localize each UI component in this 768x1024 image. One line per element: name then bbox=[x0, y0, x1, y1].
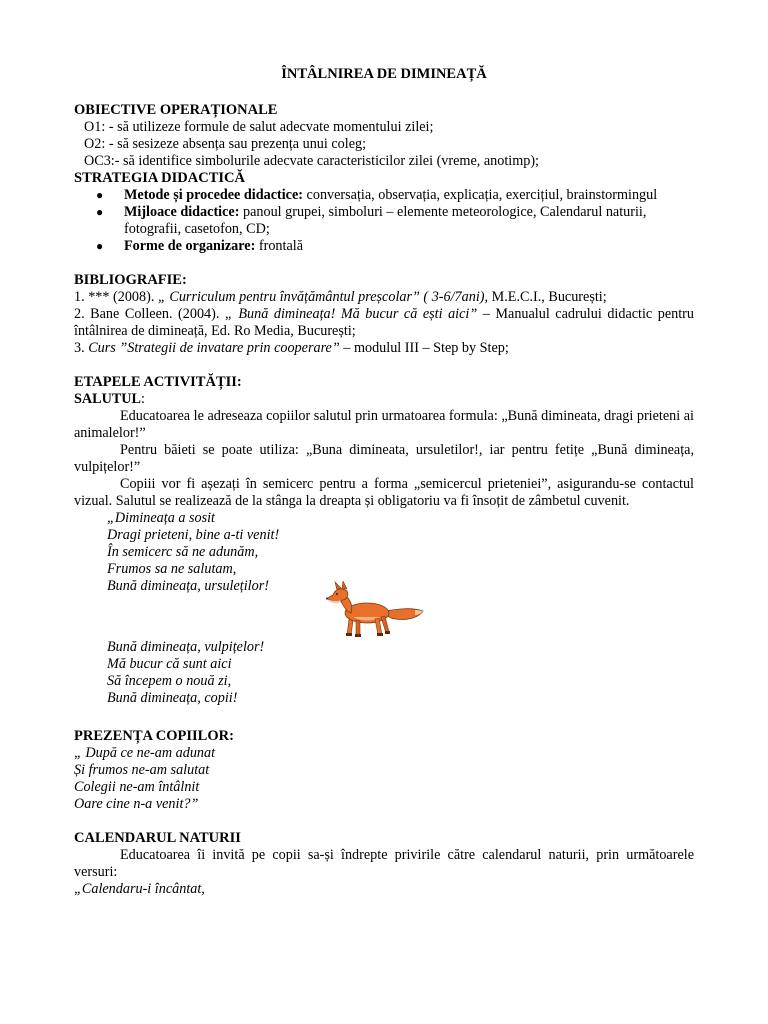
bullet-icon: ● bbox=[96, 188, 104, 202]
fox-container bbox=[107, 595, 694, 639]
strategy-item: ● Metode și procedee didactice: conversația, observația, explicația, exercițiul, brainstormingul bbox=[96, 187, 658, 203]
greeting-paragraph: Educatoarea le adreseaza copiilor salutul prin urmatoarea formula: „Bună dimineata, dragi prieteni ai animalelor!” bbox=[74, 408, 694, 441]
poem-line: Frumos sa ne salutam, bbox=[107, 561, 237, 577]
bibliography-item: 1. *** (2008). „ Curriculum pentru învățământul preșcolar” ( 3-6/7ani), M.E.C.I., București; bbox=[74, 289, 607, 305]
document-body bbox=[74, 66, 694, 898]
poem-line: Oare cine n-a venit?” bbox=[74, 796, 199, 812]
objectives-heading: OBIECTIVE OPERAȚIONALE bbox=[74, 102, 278, 118]
objective-item: OC3:- să identifice simbolurile adecvate caracteristicilor zilei (vreme, anotimp); bbox=[84, 153, 539, 169]
poem-line: În semicerc să ne adunăm, bbox=[107, 544, 259, 560]
stages-heading: ETAPELE ACTIVITĂȚII: bbox=[74, 374, 242, 390]
greeting-poem bbox=[107, 510, 694, 707]
bibliography-item: 2. Bane Colleen. (2004). „ Bună dimineața! Mă bucur că ești aici” – Manualul cadrului didactic pentru întâlnirea de dimineață, Ed. Ro Media, București; bbox=[74, 306, 694, 339]
greeting-paragraph: Pentru băieti se poate utiliza: „Buna dimineata, ursuletilor!, iar pentru fetițe „Bună dimineața, vulpițelor!” bbox=[74, 442, 694, 475]
page-title: ÎNTÂLNIREA DE DIMINEAȚĂ bbox=[281, 66, 487, 82]
calendar-paragraph: Educatoarea îi invită pe copii sa-și îndrepte privirile către calendarul naturii, prin următoarele versuri: bbox=[74, 847, 694, 880]
greeting-paragraph: Copiii vor fi așezați în semicerc pentru a forma „semicercul prieteniei”, asigurandu-se contactul vizual. Salutul se realizează de la stânga la dreapta și obligatoriu va fi însoțit de zâmbetul cuvenit. bbox=[74, 476, 694, 509]
calendar-heading: CALENDARUL NATURII bbox=[74, 830, 241, 846]
poem-line: „Dimineața a sosit bbox=[107, 510, 215, 526]
presence-heading: PREZENȚA COPIILOR: bbox=[74, 728, 234, 744]
poem-line: „ După ce ne-am adunat bbox=[74, 745, 216, 761]
objectives-list bbox=[84, 119, 694, 170]
calendar-poem-line: „Calendaru-i încântat, bbox=[74, 881, 205, 897]
strategy-list bbox=[74, 187, 694, 255]
strategy-item: ● Mijloace didactice: panoul grupei, simboluri – elemente meteorologice, Calendarul naturii, fotografii, casetofon, CD; bbox=[96, 204, 647, 237]
strategy-heading: STRATEGIA DIDACTICĂ bbox=[74, 170, 245, 186]
poem-line: Bună dimineața, ursuleților! bbox=[107, 578, 269, 594]
bullet-icon: ● bbox=[96, 205, 104, 219]
poem-line: Mă bucur că sunt aici bbox=[107, 656, 232, 672]
bibliography-item: 3. Curs ”Strategii de invatare prin cooperare” – modulul III – Step by Step; bbox=[74, 340, 509, 356]
fox-icon bbox=[323, 581, 427, 641]
bullet-icon: ● bbox=[96, 239, 104, 253]
greeting-heading: SALUTUL: bbox=[74, 391, 145, 407]
poem-line: Și frumos ne-am salutat bbox=[74, 762, 210, 778]
poem-line: Să începem o nouă zi, bbox=[107, 673, 232, 689]
poem-line: Bună dimineața, copii! bbox=[107, 690, 238, 706]
strategy-item: ● Forme de organizare: frontală bbox=[96, 238, 303, 254]
bibliography-heading: BIBLIOGRAFIE: bbox=[74, 272, 187, 288]
poem-line: Bună dimineața, vulpițelor! bbox=[107, 639, 265, 655]
poem-line: Colegii ne-am întâlnit bbox=[74, 779, 200, 795]
objective-item: O2: - să sesizeze absența sau prezența unui coleg; bbox=[84, 136, 367, 152]
objective-item: O1: - să utilizeze formule de salut adecvate momentului zilei; bbox=[84, 119, 434, 135]
poem-line: Dragi prieteni, bine a-ti venit! bbox=[107, 527, 280, 543]
presence-poem bbox=[74, 745, 694, 813]
